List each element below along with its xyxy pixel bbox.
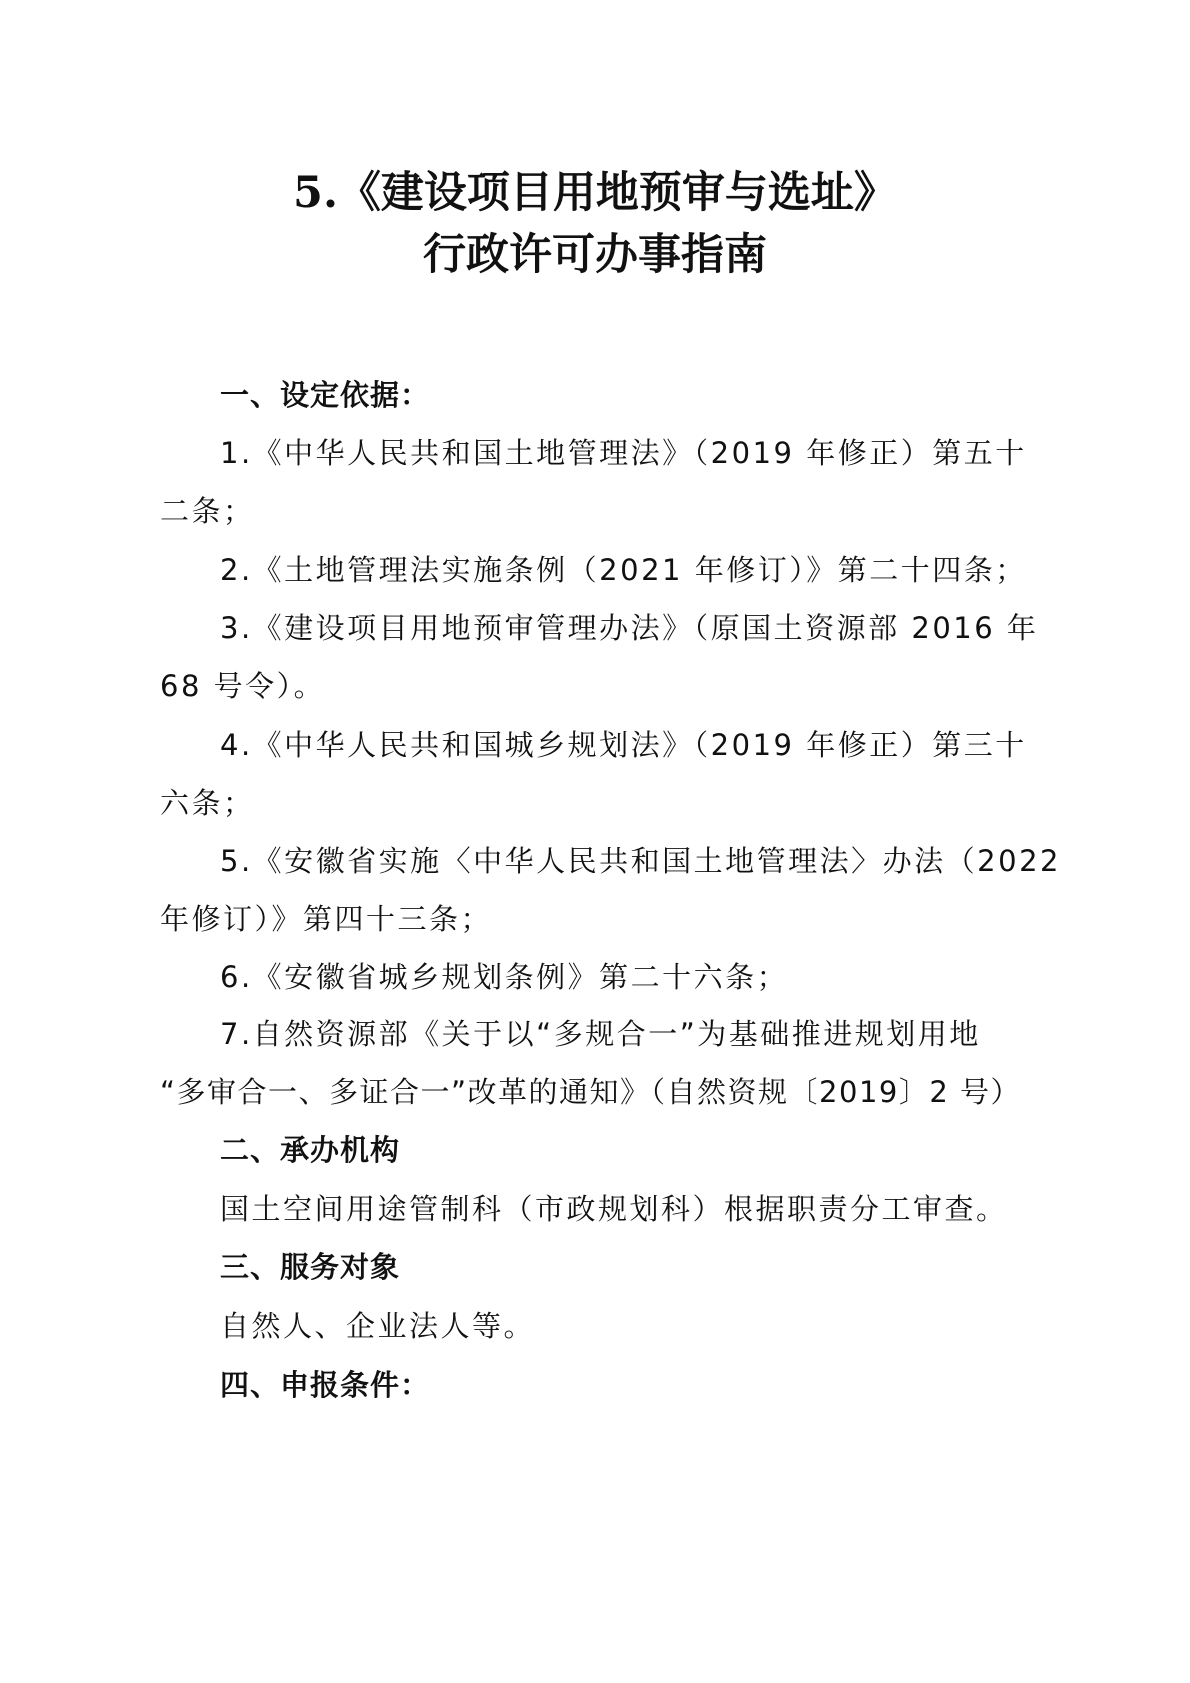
section-4-heading: 四、申报条件： [220,1368,431,1402]
basis-item-7-line-2: “多审合一、多证合一”改革的通知》（自然资规〔2019〕2 号） [160,1075,1022,1109]
basis-item-4-line-1: 4.《中华人民共和国城乡规划法》（2019 年修正）第三十 [220,728,1027,762]
basis-item-3-line-1: 3.《建设项目用地预审管理办法》（原国土资源部 2016 年 [220,611,1039,645]
basis-item-1-line-2: 二条； [160,494,255,528]
basis-item-2: 2.《土地管理法实施条例（2021 年修订）》第二十四条； [220,553,1027,587]
section-1-heading: 一、设定依据： [220,378,431,412]
section-3-text: 自然人、企业法人等。 [220,1309,536,1343]
basis-item-5-line-1: 5.《安徽省实施〈中华人民共和国土地管理法〉办法（2022 [220,844,1061,878]
section-2-text: 国土空间用途管制科（市政规划科）根据职责分工审查。 [220,1192,1008,1226]
basis-item-1-line-1: 1.《中华人民共和国土地管理法》（2019 年修正）第五十 [220,436,1027,470]
section-2-heading: 二、承办机构 [220,1133,401,1167]
section-3-heading: 三、服务对象 [220,1250,401,1284]
basis-item-7-line-1: 7.自然资源部《关于以“多规合一”为基础推进规划用地 [220,1017,981,1051]
basis-item-4-line-2: 六条； [160,786,255,820]
basis-item-6: 6.《安徽省城乡规划条例》第二十六条； [220,960,789,994]
basis-item-3-line-2: 68 号令）。 [160,669,326,703]
document-title-line-1: 5.《建设项目用地预审与选址》 [293,168,897,218]
basis-item-5-line-2: 年修订）》第四十三条； [160,902,493,936]
document-title-line-2: 行政许可办事指南 [423,230,767,280]
